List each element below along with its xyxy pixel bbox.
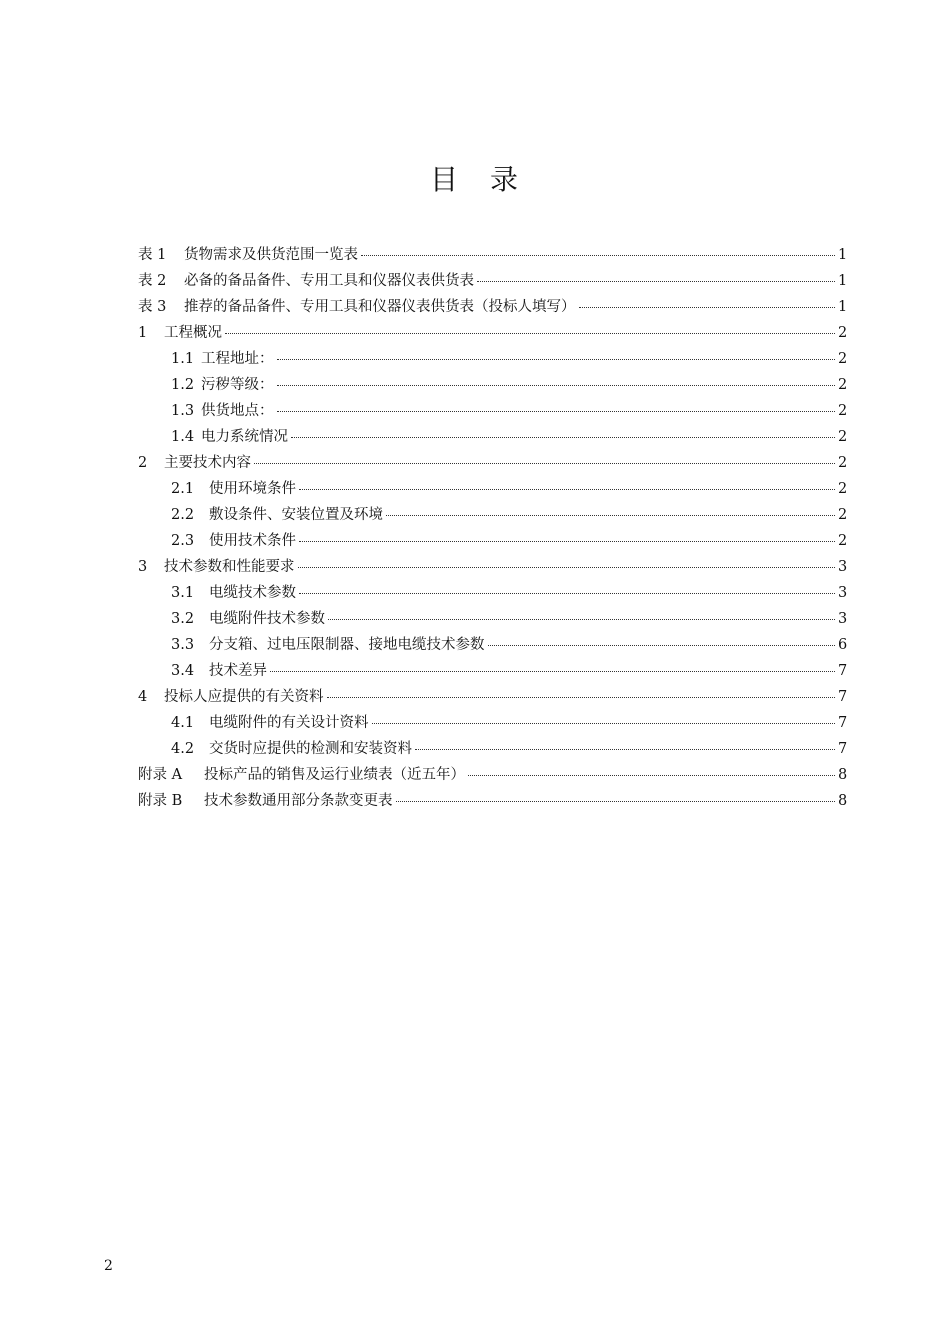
toc-entry-page: 2 — [838, 351, 848, 367]
toc-entry-number: 表 2 — [138, 273, 167, 289]
toc-entry-title: 敷设条件、安装位置及环境 — [209, 507, 383, 523]
toc-dot-leader — [327, 697, 836, 698]
toc-entry-title: 电缆附件技术参数 — [209, 611, 325, 627]
toc-title-char-2: 录 — [490, 163, 521, 196]
toc-entry-title: 投标产品的销售及运行业绩表（近五年） — [204, 767, 465, 783]
toc-dot-leader — [277, 411, 836, 412]
toc-dot-leader — [372, 723, 836, 724]
toc-title — [0, 158, 950, 198]
toc-entry-page: 3 — [838, 585, 848, 601]
toc-entry-title: 必备的备品备件、专用工具和仪器仪表供货表 — [184, 273, 474, 289]
toc-entry[interactable] — [138, 762, 846, 788]
toc-entry-page: 8 — [838, 793, 848, 809]
toc-dot-leader — [468, 775, 835, 776]
toc-entry-number: 2.2 — [171, 507, 195, 523]
toc-entry-title: 推荐的备品备件、专用工具和仪器仪表供货表（投标人填写） — [184, 299, 576, 315]
toc-entry-number: 1.2 — [171, 377, 195, 393]
toc-dot-leader — [298, 567, 836, 568]
toc-dot-leader — [277, 385, 836, 386]
toc-entry-page: 2 — [838, 533, 848, 549]
toc-entry-number: 4.2 — [171, 741, 195, 757]
toc-dot-leader — [477, 281, 835, 282]
toc-entry-page: 1 — [838, 273, 848, 289]
toc-dot-leader — [254, 463, 835, 464]
toc-entry-page: 2 — [838, 481, 848, 497]
toc-entry-title: 电缆技术参数 — [209, 585, 296, 601]
toc-entry[interactable] — [138, 424, 846, 450]
toc-dot-leader — [299, 489, 835, 490]
toc-dot-leader — [396, 801, 836, 802]
toc-entry-title: 使用环境条件 — [209, 481, 296, 497]
toc-dot-leader — [299, 541, 835, 542]
toc-entry[interactable] — [138, 320, 846, 346]
toc-dot-leader — [488, 645, 836, 646]
toc-entry-title: 投标人应提供的有关资料 — [164, 689, 324, 705]
toc-dot-leader — [270, 671, 835, 672]
toc-entry-page: 2 — [838, 507, 848, 523]
toc-entry-number: 2 — [138, 455, 148, 471]
toc-entry-number: 3.1 — [171, 585, 195, 601]
toc-entry[interactable] — [138, 476, 846, 502]
toc-entry[interactable] — [138, 554, 846, 580]
toc-dot-leader — [277, 359, 836, 360]
toc-entry-title: 货物需求及供货范围一览表 — [184, 247, 358, 263]
toc-entry[interactable] — [138, 684, 846, 710]
toc-dot-leader — [579, 307, 836, 308]
toc-entry-page: 7 — [838, 663, 848, 679]
toc-entry-page: 7 — [838, 741, 848, 757]
toc-dot-leader — [299, 593, 835, 594]
toc-entry-title: 主要技术内容 — [164, 455, 251, 471]
toc-entry-number: 1.4 — [171, 429, 195, 445]
toc-entry[interactable] — [138, 372, 846, 398]
toc-entry-title: 技术参数和性能要求 — [164, 559, 295, 575]
toc-entry-page: 3 — [838, 611, 848, 627]
toc-entry-title: 分支箱、过电压限制器、接地电缆技术参数 — [209, 637, 485, 653]
toc-entry-number: 3.2 — [171, 611, 195, 627]
toc-entry[interactable] — [138, 242, 846, 268]
toc-title-char-1: 目 — [429, 163, 460, 196]
toc-entry-page: 7 — [838, 715, 848, 731]
toc-entry[interactable] — [138, 658, 846, 684]
toc-entry-number: 4 — [138, 689, 148, 705]
toc-dot-leader — [361, 255, 835, 256]
toc-entry[interactable] — [138, 398, 846, 424]
toc-entry-page: 2 — [838, 403, 848, 419]
toc-entry-page: 6 — [838, 637, 848, 653]
toc-entry-number: 表 3 — [138, 299, 167, 315]
toc-entry[interactable] — [138, 710, 846, 736]
toc-entry-title: 技术差异 — [209, 663, 267, 679]
toc-entry[interactable] — [138, 294, 846, 320]
toc-entry-page: 8 — [838, 767, 848, 783]
toc-entry-number: 4.1 — [171, 715, 195, 731]
toc-entry-page: 2 — [838, 429, 848, 445]
toc-entry-number: 1.1 — [171, 351, 195, 367]
table-of-contents — [138, 242, 846, 814]
toc-entry-number: 表 1 — [138, 247, 167, 263]
toc-entry-page: 3 — [838, 559, 848, 575]
toc-dot-leader — [386, 515, 835, 516]
toc-entry-number: 3 — [138, 559, 148, 575]
toc-entry-page: 2 — [838, 377, 848, 393]
toc-entry[interactable] — [138, 450, 846, 476]
toc-entry[interactable] — [138, 528, 846, 554]
toc-entry[interactable] — [138, 502, 846, 528]
toc-entry-title: 工程地址： — [201, 351, 274, 367]
toc-entry-title: 交货时应提供的检测和安装资料 — [209, 741, 412, 757]
toc-entry-number: 3.3 — [171, 637, 195, 653]
toc-entry-page: 2 — [838, 455, 848, 471]
toc-entry-number: 2.1 — [171, 481, 195, 497]
toc-entry[interactable] — [138, 736, 846, 762]
toc-entry-page: 1 — [838, 299, 848, 315]
toc-entry[interactable] — [138, 606, 846, 632]
toc-entry-number: 3.4 — [171, 663, 195, 679]
toc-entry-title: 污秽等级： — [201, 377, 274, 393]
toc-entry-number: 1.3 — [171, 403, 195, 419]
toc-entry[interactable] — [138, 632, 846, 658]
toc-entry-title: 工程概况 — [164, 325, 222, 341]
toc-entry[interactable] — [138, 580, 846, 606]
toc-entry[interactable] — [138, 268, 846, 294]
toc-entry[interactable] — [138, 788, 846, 814]
toc-entry-number: 附录 B — [138, 793, 183, 809]
toc-entry-page: 1 — [838, 247, 848, 263]
toc-entry-page: 7 — [838, 689, 848, 705]
toc-entry-number: 附录 A — [138, 767, 183, 783]
toc-dot-leader — [328, 619, 835, 620]
toc-entry-title: 供货地点： — [201, 403, 274, 419]
toc-entry-title: 电力系统情况 — [201, 429, 288, 445]
toc-entry-title: 使用技术条件 — [209, 533, 296, 549]
toc-entry-number: 1 — [138, 325, 148, 341]
toc-dot-leader — [225, 333, 835, 334]
toc-entry-title: 电缆附件的有关设计资料 — [209, 715, 369, 731]
toc-entry-page: 2 — [838, 325, 848, 341]
toc-dot-leader — [415, 749, 835, 750]
footer-page-number: 2 — [104, 1258, 113, 1274]
toc-dot-leader — [291, 437, 835, 438]
toc-entry-number: 2.3 — [171, 533, 195, 549]
toc-entry[interactable] — [138, 346, 846, 372]
toc-entry-title: 技术参数通用部分条款变更表 — [204, 793, 393, 809]
